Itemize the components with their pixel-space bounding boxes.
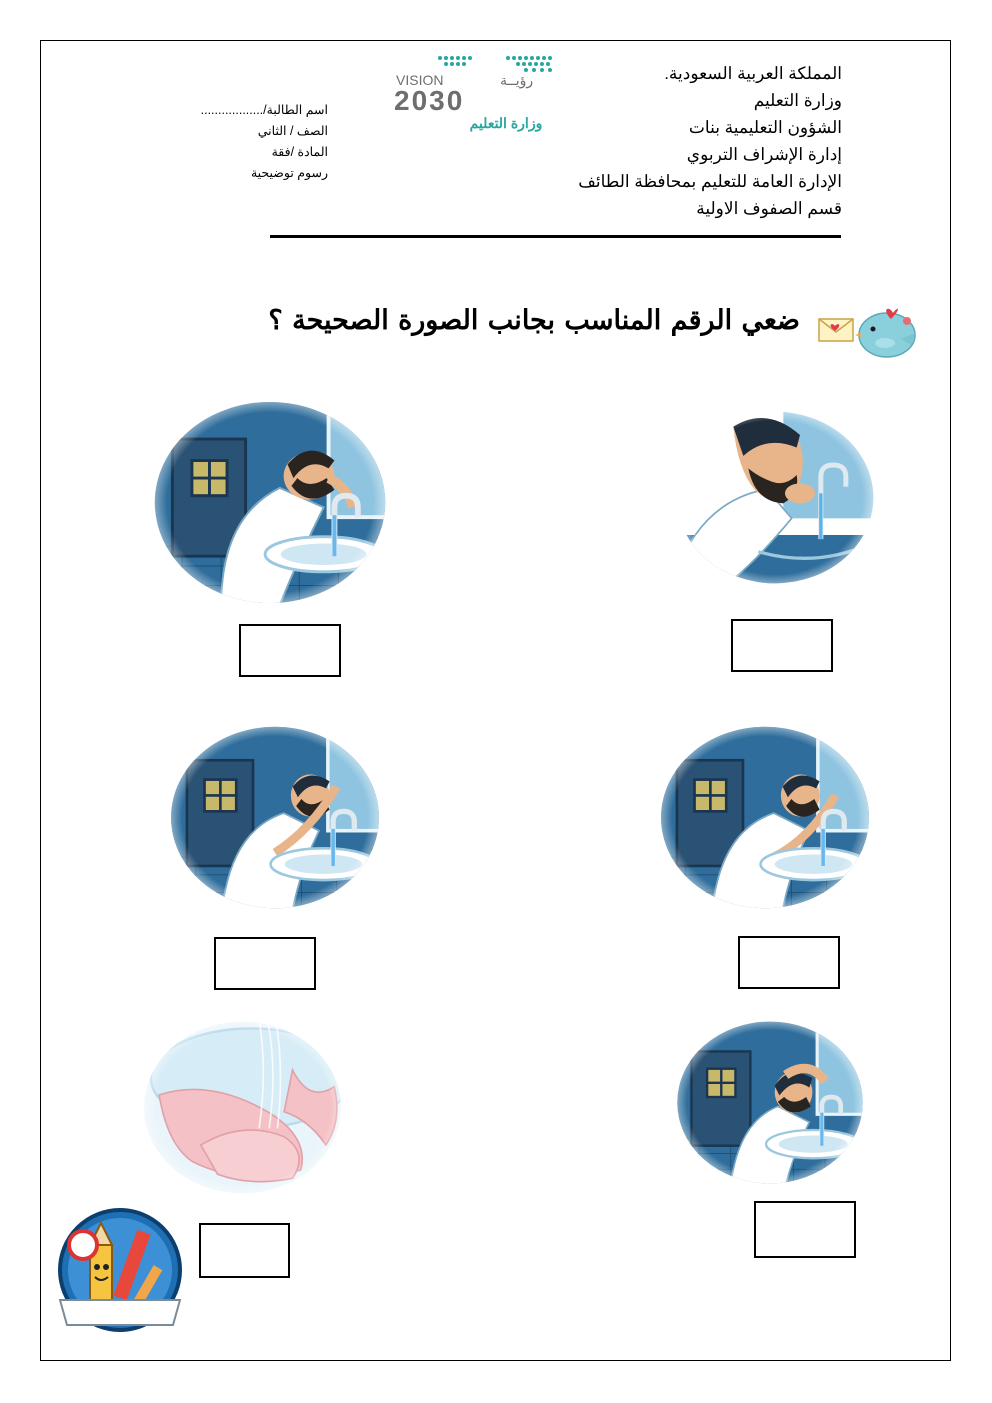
man-wiping-head-illustration — [660, 1020, 880, 1185]
worksheet-type: رسوم توضيحية — [250, 166, 328, 180]
answer-box-rinse-nose[interactable] — [731, 619, 833, 672]
logo-ministry: وزارة التعليم — [469, 115, 543, 131]
header-line-directorate: الإدارة العامة للتعليم بمحافظة الطائف — [578, 172, 842, 191]
picture-wash-arms-left — [165, 725, 385, 910]
picture-wash-arms-right — [655, 725, 875, 910]
student-name-field: اسم الطالبة/.................. — [200, 103, 328, 117]
logo-vision-label: VISION — [396, 72, 444, 88]
picture-wipe-head — [660, 1020, 880, 1185]
subject-field: المادة /فقة — [271, 145, 328, 159]
logo-year: 2030 — [394, 85, 465, 116]
header-divider — [270, 235, 841, 238]
header-student-info — [172, 100, 328, 184]
picture-wash-feet — [125, 1020, 360, 1195]
logo-vision-arabic: رؤيــة — [500, 72, 534, 88]
man-washing-arms-illustration — [655, 725, 875, 910]
instruction-title: ضعي الرقم المناسب بجانب الصورة الصحيحة ؟ — [268, 305, 800, 336]
man-rinsing-nose-illustration — [655, 410, 895, 585]
header-line-supervision: إدارة الإشراف التربوي — [686, 145, 842, 164]
grade-field: الصف / الثاني — [257, 124, 328, 138]
header-line-ministry: وزارة التعليم — [753, 91, 842, 110]
feet-washing-illustration — [125, 1020, 360, 1195]
vision-2030-logo — [388, 52, 558, 132]
header-line-affairs: الشؤون التعليمية بنات — [688, 118, 842, 137]
answer-box-wash-arms-left[interactable] — [214, 937, 316, 990]
answer-box-wash-arms-right[interactable] — [738, 936, 840, 989]
picture-wash-face — [150, 400, 390, 605]
stationery-badge-icon — [55, 1205, 185, 1345]
man-washing-arms-illustration — [165, 725, 385, 910]
header-organization — [578, 60, 842, 222]
answer-box-wash-face[interactable] — [239, 624, 341, 677]
man-washing-face-illustration — [150, 400, 390, 605]
bird-icon — [855, 303, 923, 361]
answer-box-wipe-head[interactable] — [754, 1201, 856, 1258]
envelope-icon — [818, 316, 856, 344]
header-line-kingdom: المملكة العربية السعودية. — [664, 64, 842, 83]
picture-rinse-nose — [655, 410, 895, 585]
answer-box-wash-feet[interactable] — [199, 1223, 290, 1278]
header-line-department: قسم الصفوف الاولية — [696, 199, 842, 218]
